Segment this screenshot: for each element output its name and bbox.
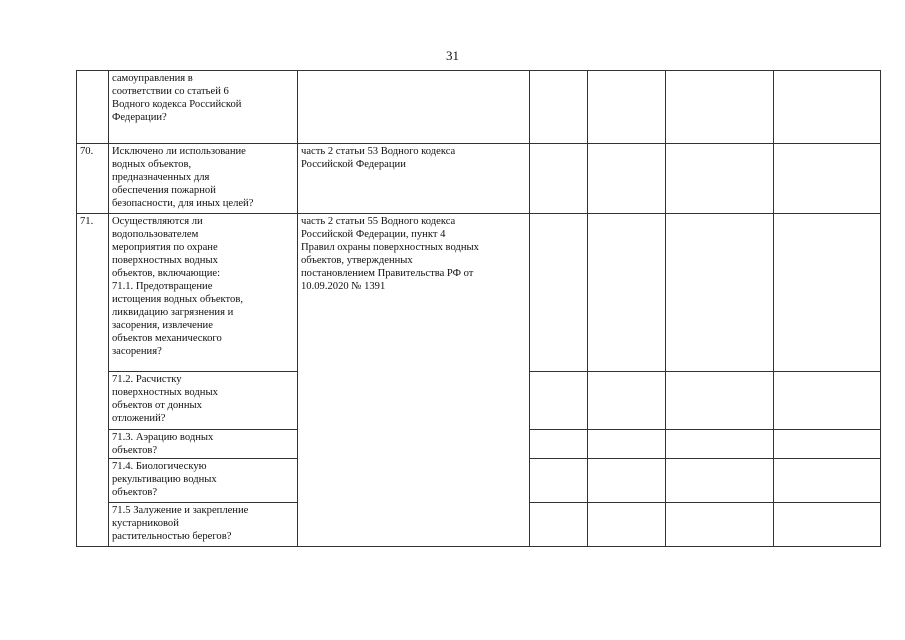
answer-yes-cell	[530, 430, 588, 459]
answer-na-cell	[666, 214, 774, 372]
answer-yes-cell	[530, 144, 588, 214]
answer-yes-cell	[530, 214, 588, 372]
note-cell	[774, 214, 881, 372]
question-cell: Осуществляются ли водопользователем мероприятия по охране поверхностных водных объектов, включающие: 71.1. Предотвращение истощения водных объектов, ликвидацию загрязнения и засорения, извлечение объектов механического засорения?	[109, 214, 298, 372]
question-cell: 71.3. Аэрацию водных объектов?	[109, 430, 298, 459]
answer-no-cell	[588, 430, 666, 459]
answer-no-cell	[588, 372, 666, 430]
answer-na-cell	[666, 459, 774, 503]
answer-na-cell	[666, 430, 774, 459]
question-cell: Исключено ли использование водных объектов, предназначенных для обеспечения пожарной безопасности, для иных целей?	[109, 144, 298, 214]
row-number: 70.	[77, 144, 109, 214]
row-number	[77, 71, 109, 144]
question-cell: самоуправления в соответствии со статьей 6 Водного кодекса Российской Федерации?	[109, 71, 298, 144]
note-cell	[774, 71, 881, 144]
answer-na-cell	[666, 372, 774, 430]
answer-no-cell	[588, 144, 666, 214]
note-cell	[774, 459, 881, 503]
answer-yes-cell	[530, 503, 588, 547]
reference-cell: часть 2 статьи 53 Водного кодекса Российской Федерации	[298, 144, 530, 214]
answer-na-cell	[666, 71, 774, 144]
table-row	[77, 71, 881, 144]
answer-no-cell	[588, 71, 666, 144]
table-row	[77, 214, 881, 372]
question-cell: 71.5 Залужение и закрепление кустарниковой растительностью берегов?	[109, 503, 298, 547]
note-cell	[774, 372, 881, 430]
question-cell: 71.4. Биологическую рекультивацию водных объектов?	[109, 459, 298, 503]
reference-cell: часть 2 статьи 55 Водного кодекса Российской Федерации, пункт 4 Правил охраны поверхностных водных объектов, утвержденных постановлением Правительства РФ от 10.09.2020 № 1391	[298, 214, 530, 547]
reference-cell	[298, 71, 530, 144]
answer-no-cell	[588, 503, 666, 547]
answer-na-cell	[666, 144, 774, 214]
answer-yes-cell	[530, 372, 588, 430]
question-cell: 71.2. Расчистку поверхностных водных объектов от донных отложений?	[109, 372, 298, 430]
page-number: 31	[446, 48, 459, 63]
checklist-table	[76, 70, 881, 547]
note-cell	[774, 144, 881, 214]
answer-na-cell	[666, 503, 774, 547]
answer-yes-cell	[530, 71, 588, 144]
note-cell	[774, 430, 881, 459]
note-cell	[774, 503, 881, 547]
answer-yes-cell	[530, 459, 588, 503]
row-number: 71.	[77, 214, 109, 547]
table-row	[77, 144, 881, 214]
answer-no-cell	[588, 459, 666, 503]
answer-no-cell	[588, 214, 666, 372]
